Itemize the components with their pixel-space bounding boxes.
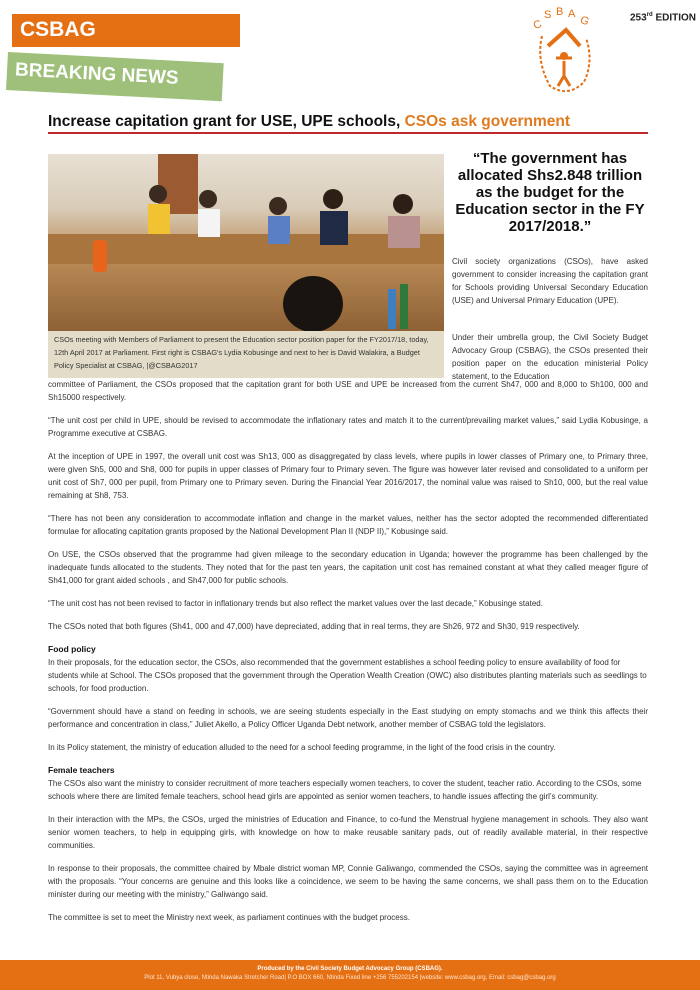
breaking-news-banner: BREAKING NEWS [6,52,224,101]
csbag-logo [528,6,600,102]
paragraph: committee of Parliament, the CSOs proposed that the capitation grant for both USE and UPE be increased from the current Sh47, 000 and 8,000 to Sh100, 000 and Sh15000 respectively. [48,380,648,402]
paragraph: The committee is set to meet the Ministry next week, as parliament continues with the budget process. [48,913,410,922]
edition-label [630,12,696,23]
svg-text:G: G [578,14,591,29]
pull-quote: “The government has allocated Shs2.848 trillion as the budget for the Education sector in the FY 2017/2018.” [455,150,645,235]
paragraph: In their interaction with the MPs, the CSOs, urged the ministries of Education and Finance, to co-fund the Menstrual hygiene management in schools. They also want senior women teachers, to help in equipping girls, with knowledge on how to make reusable sanitary pads, out of readily available material, in their respective communities. [48,815,648,850]
paragraph: “The unit cost has not been revised to factor in inflationary trends but also reflect the market values over the last decade,” Kobusinge stated. [48,599,543,608]
footer-contact: Plot 11, Vubya close, Ntinda Nawaka Stretcher Road| P.O BOX 660, Ntinda Fixed line +256 755202154 |website: www.csbag.org, Email: csbag@csbag.org [144,975,556,981]
paragraph: On USE, the CSOs observed that the programme had given mileage to the secondary education in Uganda; however the programme has been challenged by the inadequate funds allocated to the students. They noted that for the past ten years, the capitation unit cost has remained constant at what they called meager figure of Sh41,000 for grant aided schools , and Sh47,000 for public schools. [48,550,648,585]
footer-producer: Produced by the Civil Society Budget Advocacy Group (CSBAG). [257,966,443,972]
photo-caption: CSOs meeting with Members of Parliament to present the Education sector position paper for the FY2017/18, today, 12th April 2017 at Parliament. First right is CSBAG's Lydia Kobusinge and next to her is David Walakira, a Budget Policy Specialist at CSBAG, |@CSBAG2017 [48,331,444,378]
paragraph: “There has not been any consideration to accommodate inflation and change in the market values, neither has the sector adopted the recommended differentiated formulae for allocating capitation grants proposed by the National Development Plan II (NDP II),” Kobusinge said. [48,514,648,536]
svg-text:B: B [556,6,564,18]
paragraph: In response to their proposals, the committee chaired by Mbale district woman MP, Connie Galiwango, commended the CSOs, saying the committee was in agreement with the proposals. “Your concerns are genuine and this looks like a coincidence, we seem to be having the same concerns, we shall pass them on to the Education minister during our meeting with the ministry,” Galiwango said. [48,864,648,899]
svg-text:S: S [544,9,552,21]
intro-paragraph: Under their umbrella group, the Civil Society Budget Advocacy Group (CSBAG), the CSOs presented their position paper on the education ministerial Policy statement, to the Education [452,333,648,381]
meeting-photo [48,154,444,331]
headline-divider [48,132,648,134]
svg-text:A: A [568,8,576,20]
article-body [48,378,648,934]
brand-banner: CSBAG [12,14,240,47]
svg-text:C: C [531,18,544,33]
headline-highlight: CSOs ask government [404,113,570,130]
section-heading-food-policy: Food policy [48,644,96,654]
edition-number: 253 [630,12,647,24]
article-headline [48,113,570,131]
edition-suffix: rd [646,12,653,18]
paragraph: The CSOs also want the ministry to consider recruitment of more teachers especially women teachers, to cover the student, teacher ratio. According to the CSOs, some schools where there are limited female teachers, school head girls are appointed as senior women teachers, to handle issues affecting the girl’s community. [48,779,642,801]
edition-text: EDITION [655,12,697,24]
paragraph: At the inception of UPE in 1997, the overall unit cost was Sh13, 000 as disaggregated by class levels, where pupils in lower classes of Primary one, to Primary three, were given Sh5, 000 and Sh8, 000 for pupils in upper classes of Primary four to Primary seven. The figure was however later revised and consolidated to a uniform per unit cost of Sh7, 000 per pupil, from Primary one to Primary seven. During the Financial Year 2016/2017, the nominal value was raised to Sh10, 000, but the real value remaining at Sh8, 753. [48,452,648,500]
headline-main: Increase capitation grant for USE, UPE schools, [48,113,405,130]
paragraph: In their proposals, for the education sector, the CSOs, also recommended that the government establishes a school feeding policy to ensure availability of food for students while at School. The CSOs proposed that the government through the Operation Wealth Creation (OWC) also distributes planting materials such as seedlings to schools, for food production. [48,658,647,693]
paragraph: “Government should have a stand on feeding in schools, we are seeing students especially in the East studying on empty stomachs and we think this affects their performance and concentration in class,” Juliet Akello, a Policy Officer Uganda Debt network, another member of CSBAG told the legislators. [48,707,648,729]
paragraph: In its Policy statement, the ministry of education alluded to the need for a school feeding programme, in the light of the food crisis in the country. [48,743,556,752]
section-heading-female-teachers: Female teachers [48,765,115,775]
footer [0,960,700,990]
paragraph: The CSOs noted that both figures (Sh41, 000 and 47,000) have depreciated, adding that in real terms, they are Sh26, 972 and Sh30, 919 respectively. [48,622,580,631]
paragraph: “The unit cost per child in UPE, should be revised to accommodate the inflationary rates and match it to the current/prevailing market values,” said Lydia Kobusinge, a Programme executive at CSBAG. [48,416,648,438]
intro-paragraph: Civil society organizations (CSOs), have asked government to consider increasing the capitation grant for Schools providing Universal Secondary Education (USE) and Universal Primary Education (UPE). [452,257,648,305]
